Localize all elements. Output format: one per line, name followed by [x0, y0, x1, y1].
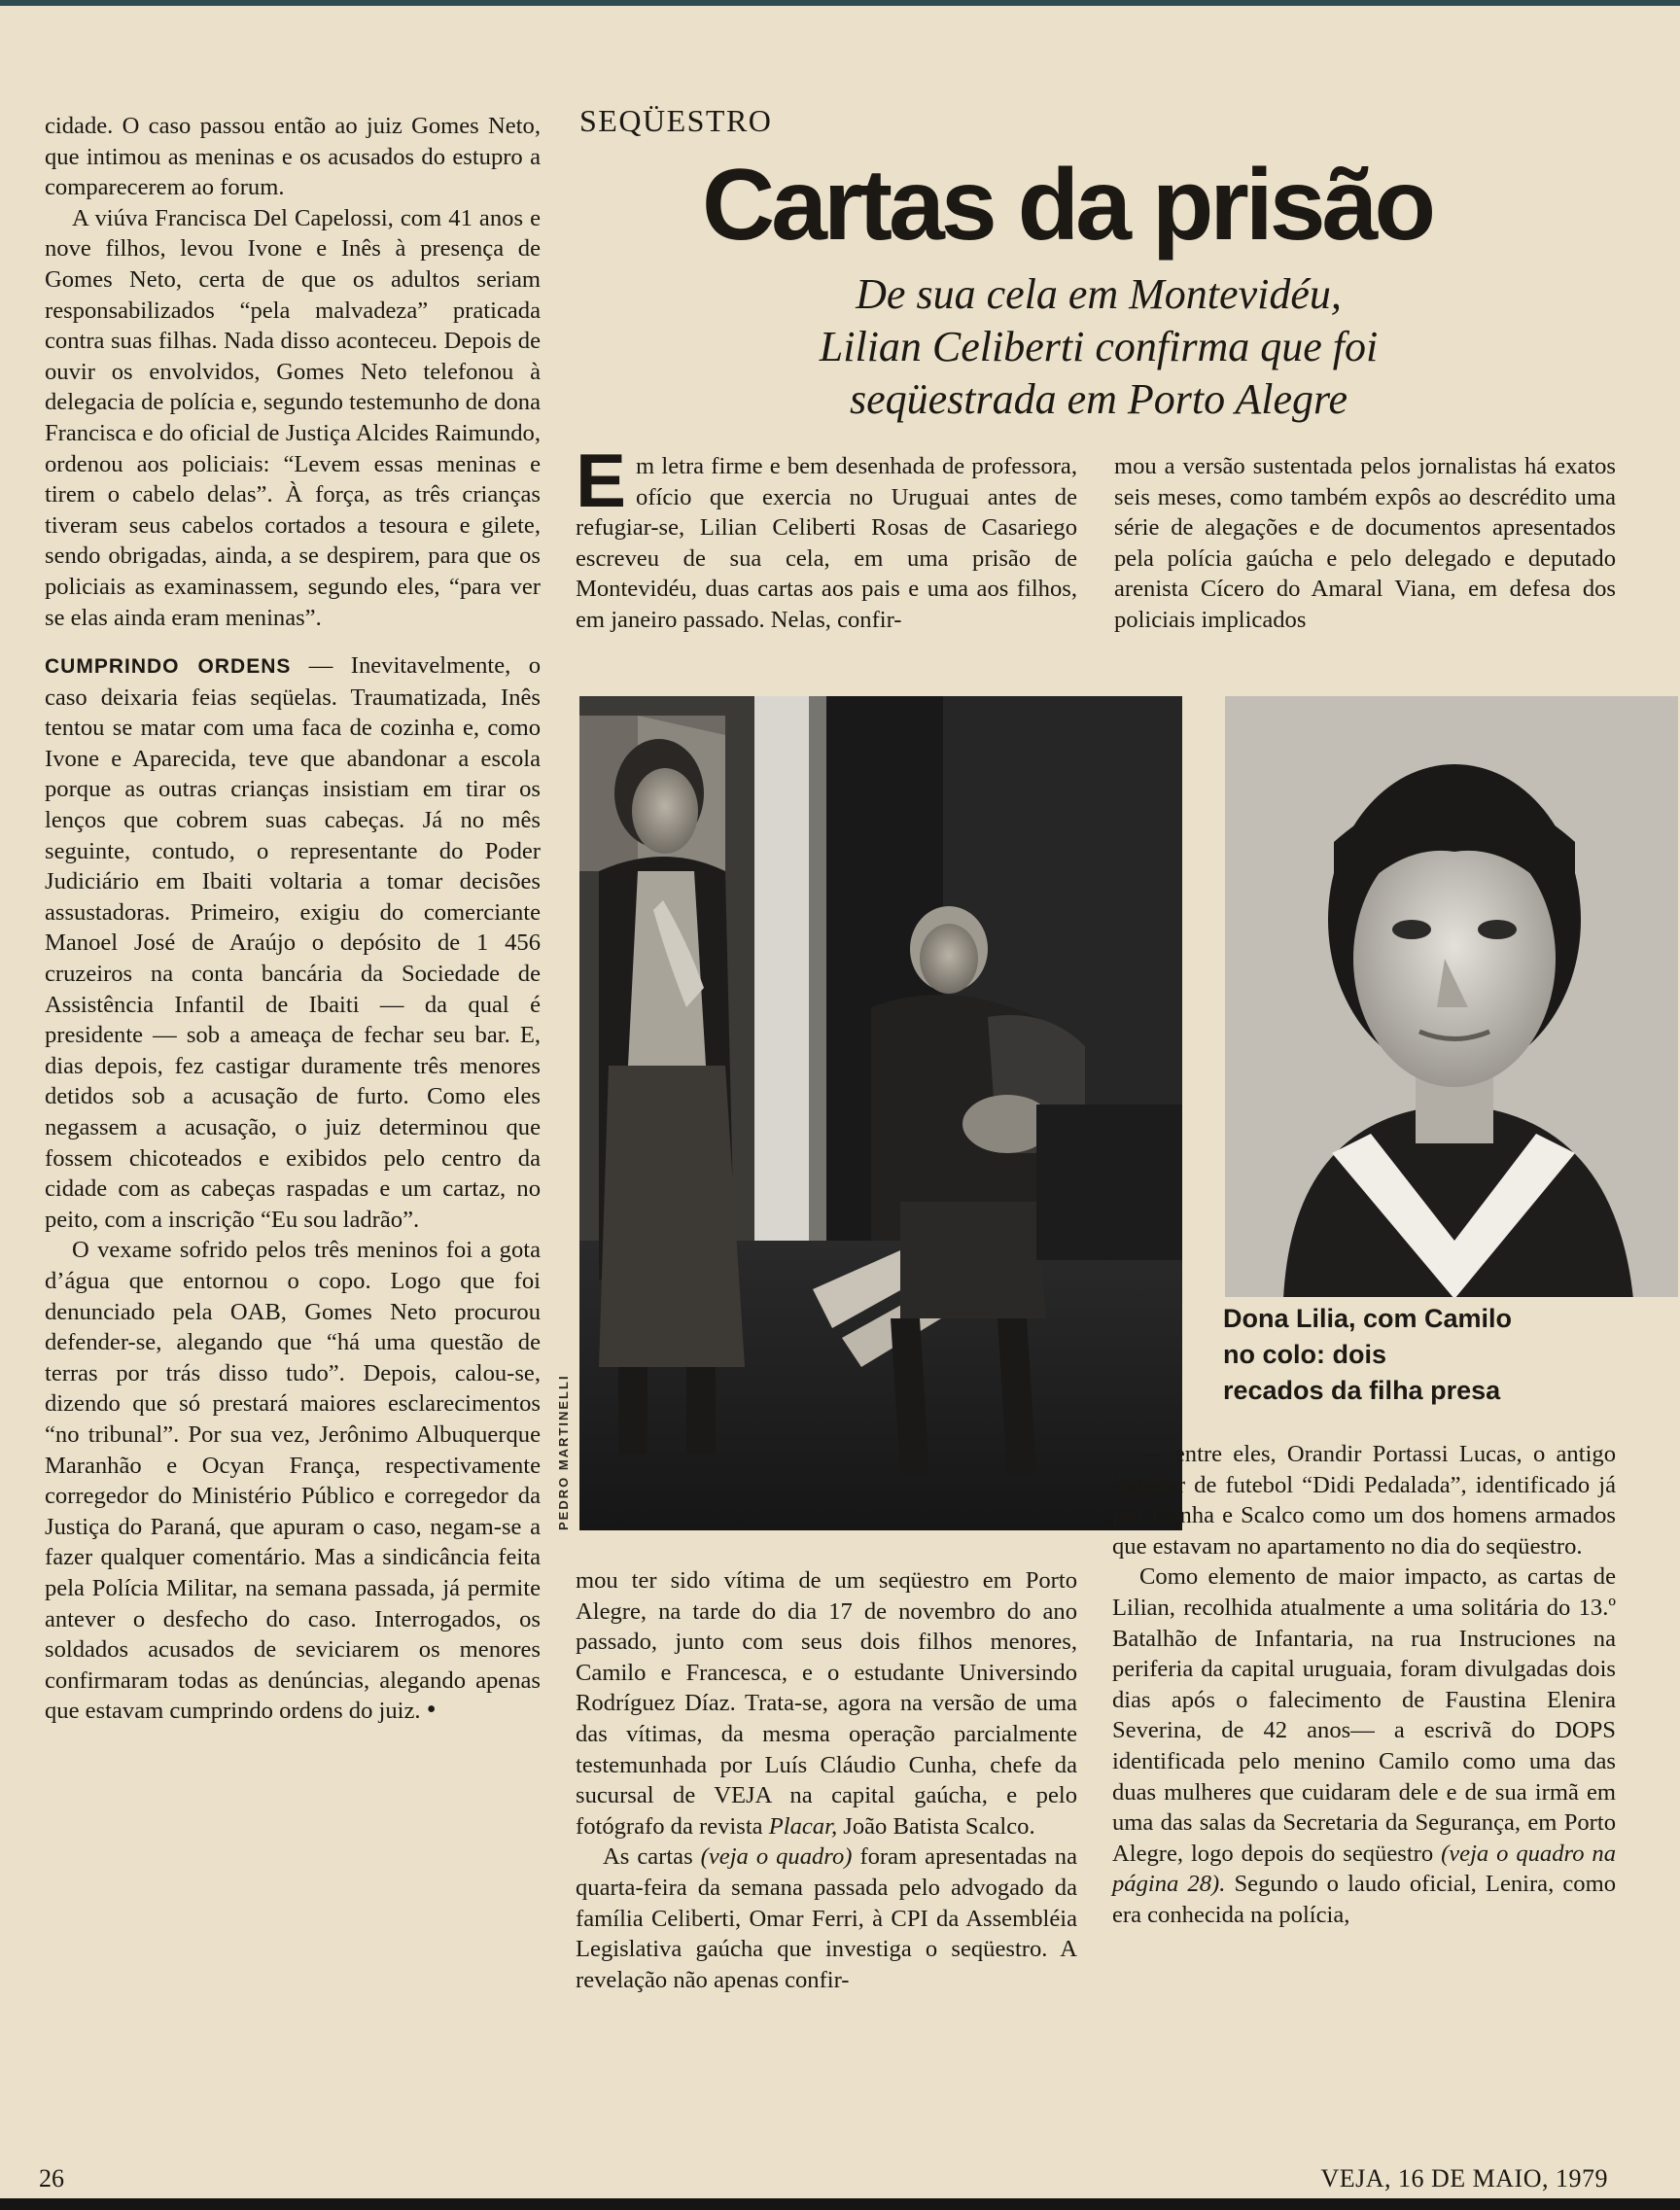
deck-line-3: seqüestrada em Porto Alegre [849, 375, 1348, 423]
subhead-cumprindo-ordens: CUMPRINDO ORDENS [45, 655, 292, 679]
caption-line-1: Dona Lilia, com Camilo [1223, 1304, 1513, 1333]
mid-bottom-paragraph-2 [576, 1842, 1077, 1995]
mid-bottom-p2-start: As cartas [603, 1843, 701, 1871]
deck-line-2: Lilian Celiberti confirma que foi [819, 323, 1379, 370]
right-lower-paragraph-1: — entre eles, Orandir Portassi Lucas, o antigo jogador de futebol “Didi Pedalada”, identificado já por Cunha e Scalco como um dos homens armados que estavam no apartamento no dia do seqüestro. [1112, 1441, 1616, 1560]
middle-column-top [576, 438, 1077, 636]
right-column-top [1114, 451, 1616, 636]
left-column [45, 111, 541, 1727]
left-paragraph-3 [45, 650, 541, 1235]
photo-credit: PEDRO MARTINELLI [556, 1374, 571, 1530]
right-lower-p2-reference: (veja o quadro na página 28). [1112, 1840, 1616, 1898]
caption-line-3: recados da filha presa [1223, 1376, 1501, 1405]
photo-lilian-image [1225, 696, 1678, 1297]
page-number: 26 [39, 2164, 64, 2192]
left-paragraph-2: A viúva Francisca Del Capelossi, com 41 anos e nove filhos, levou Ivone e Inês à presença de Gomes Neto, certa de que os adultos seriam responsabilizados “pela malvadeza” praticada contra suas filhas. Nada disso aconteceu. Depois de ouvir os envolvidos, Gomes Neto telefonou à delegacia de polícia e, segundo testemunho de dona Francisca e do oficial de Justiça Alcides Raimundo, ordenou aos policiais: “Levem essas meninas e tirem o cabelo delas”. À força, as três crianças tiveram seus cabelos cortados a tesoura e gilete, sendo obrigadas, ainda, a se despirem, para que os policiais as examinassem, segundo eles, “para ver se elas ainda eram meninas”. [45, 204, 541, 631]
right-lower-p2-start: Como elemento de maior impacto, as cartas de Lilian, recolhida atualmente a uma solitária do 13.º Batalhão de Infantaria, na rua Instruciones na periferia da capital uruguaia, foram divulgadas dois dias após o falecimento de Faustina Elenira Severina, de 42 anos— a escrivã do DOPS identificada pelo menino Camilo como uma das duas mulheres que cuidaram dele e de sua irmã em uma das salas da Secretaria da Segurança, em Porto Alegre, logo depois do seqüestro [1112, 1563, 1616, 1867]
magazine-name-placar: Placar, [768, 1812, 838, 1840]
photo-caption [1223, 1301, 1631, 1409]
mid-bottom-p2-end: foram apresentadas na quarta-feira da semana passada pelo advogado da família Celiberti, Omar Ferri, à CPI da Assembléia Legislativa gaúcha que investiga o seqüestro. A revelação não apenas confir- [576, 1843, 1078, 1993]
mid-bottom-p1-end: João Batista Scalco. [837, 1812, 1035, 1840]
caption-line-2: no colo: dois [1223, 1340, 1386, 1369]
mid-bottom-paragraph-1 [576, 1565, 1077, 1842]
photo-mother-with-child [579, 696, 1182, 1530]
left-paragraph-3-text: — Inevitavelmente, o caso deixaria feias seqüelas. Traumatizada, Inês tentou se matar com uma faca de cozinha e, como Ivone e Aparecida, teve que abandonar a escola porque as outras crianças insistiam em tirar os lenços que cobrem suas cabeças. Já no mês seguinte, contudo, o representante do Poder Judiciário em Ibaiti voltaria a tomar decisões assustadoras. Primeiro, exigiu do comerciante Manoel José de Araújo o depósito de 1 456 cruzeiros na conta bancária da Sociedade de Assistência Infantil de Ibaiti — da qual é presidente — sob a ameaça de fechar seu bar. E, dias depois, fez castigar duramente três menores detidos sob a acusação de furto. Como eles negassem a acusação, o juiz determinou que fossem chicoteados e exibidos pelo centro da cidade com as cabeças raspadas e um cartaz, no peito, com a inscrição “Eu sou ladrão”. [45, 652, 541, 1233]
mid-bottom-p2-reference: (veja o quadro) [700, 1843, 853, 1871]
end-mark: • [426, 1695, 437, 1726]
lead-paragraph-text: m letra firme e bem desenhada de professora, ofício que exercia no Uruguai antes de refugiar-se, Lilian Celiberti Rosas de Casariego escreveu de sua cela, em uma prisão de Montevidéu, duas cartas aos pais e uma aos filhos, em janeiro passado. Nelas, confir- [576, 453, 1077, 633]
right-top-paragraph: mou a versão sustentada pelos jornalistas há exatos seis meses, como também expôs ao descrédito uma série de alegações e de documentos apresentados pela polícia gaúcha e pelo delegado e deputado arenista Cícero do Amaral Viana, em defesa dos policiais implicados [1114, 453, 1616, 633]
article-deck [681, 268, 1517, 426]
photo-lilian-portrait [1225, 696, 1678, 1297]
left-paragraph-1: cidade. O caso passou então ao juiz Gomes Neto, que intimou as meninas e os acusados do estupro a comparecerem ao forum. [45, 113, 541, 201]
right-column-lower [1112, 1439, 1616, 1931]
deck-line-1: De sua cela em Montevidéu, [856, 270, 1342, 318]
bottom-edge [0, 2198, 1680, 2210]
drop-cap: E [576, 438, 627, 523]
lead-paragraph [576, 438, 1077, 636]
middle-column-bottom [576, 1565, 1077, 1995]
issue-date: VEJA, 16 DE MAIO, 1979 [1320, 2164, 1608, 2192]
left-paragraph-4 [45, 1235, 541, 1727]
mid-bottom-p1-text: mou ter sido vítima de um seqüestro em Porto Alegre, na tarde do dia 17 de novembro do ano passado, junto com seus dois filhos menores, Camilo e Francesca, e o estudante Universindo Rodríguez Díaz. Trata-se, agora na versão de uma das vítimas, da mesma operação parcialmente testemunhada por Luís Cláudio Cunha, chefe da sucursal de VEJA na capital gaúcha, e pelo fotógrafo da revista [576, 1567, 1077, 1840]
right-lower-p2-end: Segundo o laudo oficial, Lenira, como era conhecida na polícia, [1112, 1871, 1616, 1928]
article-headline: Cartas da prisão [702, 149, 1432, 262]
right-lower-paragraph-2 [1112, 1561, 1616, 1930]
photo-mother-image [579, 696, 1182, 1530]
article-kicker: SEQÜESTRO [579, 103, 773, 138]
left-paragraph-4-text: O vexame sofrido pelos três meninos foi a gota d’água que entornou o copo. Logo que foi denunciado pela OAB, Gomes Neto procurou defender-se, alegando que “há uma questão de terras por trás disso tudo”. Depois, calou-se, dizendo que só prestará maiores esclarecimentos “no tribunal”. Por sua vez, Jerônimo Albuquerque Maranhão e Ocyan França, respectivamente corregedor do Ministério Público e corregedor da Justiça do Paraná, que apuram o caso, negam-se a fazer qualquer comentário. Mas a sindicância feita pela Polícia Militar, na semana passada, já permite antever o desfecho do caso. Interrogados, os soldados acusados de seviciarem os menores confirmaram todas as denúncias, alegando apenas que estavam cumprindo ordens do juiz. [45, 1237, 541, 1725]
